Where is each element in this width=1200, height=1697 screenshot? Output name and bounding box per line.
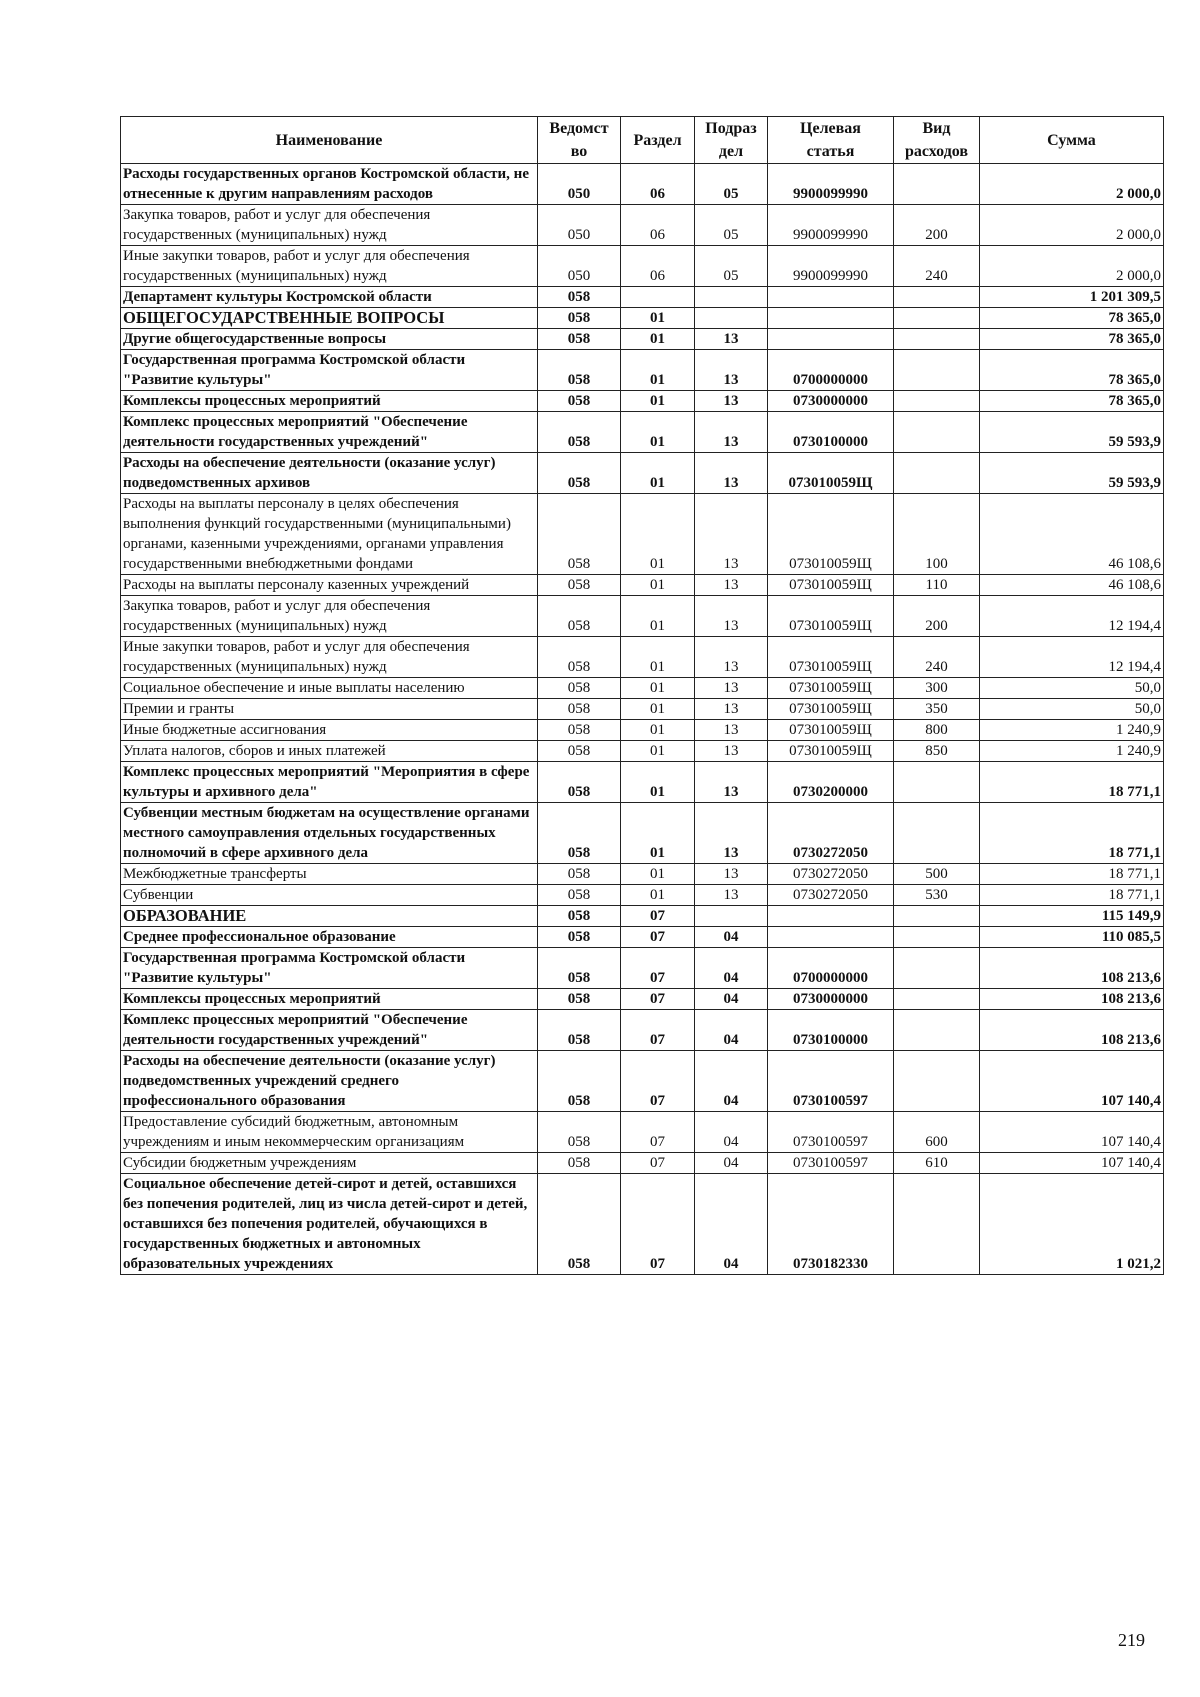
cell-target-article (768, 308, 894, 329)
table-row (121, 678, 1164, 699)
cell-section: 07 (621, 1051, 695, 1112)
cell-name: Расходы на выплаты персоналу казенных учреждений (121, 575, 538, 596)
cell-subsection (695, 287, 768, 308)
table-row (121, 329, 1164, 350)
cell-subsection: 13 (695, 412, 768, 453)
table-row (121, 391, 1164, 412)
cell-subsection: 13 (695, 637, 768, 678)
table-body (121, 164, 1164, 1275)
cell-section: 06 (621, 164, 695, 205)
cell-department: 058 (538, 1051, 621, 1112)
cell-section: 01 (621, 741, 695, 762)
cell-name: Иные бюджетные ассигнования (121, 720, 538, 741)
cell-section: 01 (621, 329, 695, 350)
cell-section: 01 (621, 864, 695, 885)
header-target-article: Целевая статья (768, 117, 894, 164)
cell-sum: 2 000,0 (980, 246, 1164, 287)
cell-subsection: 05 (695, 164, 768, 205)
table-row (121, 948, 1164, 989)
cell-name: Расходы на обеспечение деятельности (оказание услуг) подведомственных учреждений среднего профессионального образования (121, 1051, 538, 1112)
cell-sum: 78 365,0 (980, 329, 1164, 350)
cell-section: 01 (621, 678, 695, 699)
cell-sum: 18 771,1 (980, 803, 1164, 864)
cell-name: Закупка товаров, работ и услуг для обеспечения государственных (муниципальных) нужд (121, 205, 538, 246)
cell-subsection: 04 (695, 989, 768, 1010)
cell-department: 058 (538, 720, 621, 741)
cell-name: Расходы государственных органов Костромской области, не отнесенные к другим направлениям расходов (121, 164, 538, 205)
cell-name: Комплексы процессных мероприятий (121, 989, 538, 1010)
cell-name: Закупка товаров, работ и услуг для обеспечения государственных (муниципальных) нужд (121, 596, 538, 637)
cell-name: Иные закупки товаров, работ и услуг для обеспечения государственных (муниципальных) нужд (121, 246, 538, 287)
cell-expense-type (894, 927, 980, 948)
table-row (121, 1112, 1164, 1153)
cell-department: 058 (538, 803, 621, 864)
cell-sum: 18 771,1 (980, 864, 1164, 885)
cell-sum: 50,0 (980, 678, 1164, 699)
header-department: Ведомст во (538, 117, 621, 164)
budget-table-container (120, 116, 1163, 1275)
cell-section: 01 (621, 885, 695, 906)
cell-name: Социальное обеспечение и иные выплаты населению (121, 678, 538, 699)
cell-subsection: 04 (695, 1112, 768, 1153)
cell-section: 07 (621, 1010, 695, 1051)
cell-target-article: 9900099990 (768, 246, 894, 287)
table-row (121, 927, 1164, 948)
table-row (121, 720, 1164, 741)
cell-department: 050 (538, 164, 621, 205)
cell-sum: 1 021,2 (980, 1174, 1164, 1275)
table-row (121, 287, 1164, 308)
table-row (121, 350, 1164, 391)
cell-sum: 110 085,5 (980, 927, 1164, 948)
cell-subsection: 13 (695, 596, 768, 637)
cell-department: 058 (538, 637, 621, 678)
table-row (121, 906, 1164, 927)
cell-sum: 2 000,0 (980, 205, 1164, 246)
cell-subsection: 04 (695, 1153, 768, 1174)
cell-department: 058 (538, 1153, 621, 1174)
cell-target-article: 9900099990 (768, 164, 894, 205)
cell-name: Комплексы процессных мероприятий (121, 391, 538, 412)
cell-target-article (768, 906, 894, 927)
cell-expense-type (894, 1051, 980, 1112)
cell-subsection: 04 (695, 1174, 768, 1275)
cell-section: 06 (621, 205, 695, 246)
cell-section: 07 (621, 906, 695, 927)
cell-sum: 18 771,1 (980, 885, 1164, 906)
cell-expense-type (894, 453, 980, 494)
cell-sum: 1 240,9 (980, 720, 1164, 741)
cell-sum: 107 140,4 (980, 1051, 1164, 1112)
cell-expense-type (894, 308, 980, 329)
cell-name: Комплекс процессных мероприятий "Мероприятия в сфере культуры и архивного дела" (121, 762, 538, 803)
cell-expense-type: 800 (894, 720, 980, 741)
cell-department: 050 (538, 246, 621, 287)
cell-department: 058 (538, 762, 621, 803)
cell-subsection: 13 (695, 678, 768, 699)
cell-section: 01 (621, 762, 695, 803)
table-row (121, 1153, 1164, 1174)
cell-department: 058 (538, 391, 621, 412)
cell-sum: 107 140,4 (980, 1153, 1164, 1174)
cell-sum: 108 213,6 (980, 948, 1164, 989)
cell-target-article: 0730100597 (768, 1112, 894, 1153)
cell-name: Иные закупки товаров, работ и услуг для обеспечения государственных (муниципальных) нужд (121, 637, 538, 678)
table-row (121, 494, 1164, 575)
cell-department: 058 (538, 885, 621, 906)
cell-subsection: 04 (695, 927, 768, 948)
cell-name: Среднее профессиональное образование (121, 927, 538, 948)
cell-sum: 59 593,9 (980, 412, 1164, 453)
cell-section: 07 (621, 948, 695, 989)
cell-department: 058 (538, 453, 621, 494)
cell-section: 07 (621, 1174, 695, 1275)
cell-expense-type: 300 (894, 678, 980, 699)
cell-name: Межбюджетные трансферты (121, 864, 538, 885)
cell-name: Уплата налогов, сборов и иных платежей (121, 741, 538, 762)
cell-expense-type: 500 (894, 864, 980, 885)
cell-expense-type (894, 287, 980, 308)
cell-subsection: 13 (695, 350, 768, 391)
cell-target-article: 0700000000 (768, 948, 894, 989)
cell-department: 050 (538, 205, 621, 246)
cell-section: 07 (621, 1153, 695, 1174)
cell-subsection: 04 (695, 1051, 768, 1112)
cell-section: 01 (621, 596, 695, 637)
cell-subsection (695, 906, 768, 927)
cell-section: 01 (621, 720, 695, 741)
cell-sum: 115 149,9 (980, 906, 1164, 927)
cell-section: 01 (621, 391, 695, 412)
cell-sum: 107 140,4 (980, 1112, 1164, 1153)
table-row (121, 453, 1164, 494)
header-expense-type: Вид расходов (894, 117, 980, 164)
table-row (121, 803, 1164, 864)
cell-subsection: 13 (695, 720, 768, 741)
cell-section: 01 (621, 637, 695, 678)
cell-expense-type (894, 1174, 980, 1275)
cell-department: 058 (538, 699, 621, 720)
cell-subsection: 13 (695, 803, 768, 864)
header-name: Наименование (121, 117, 538, 164)
cell-subsection: 13 (695, 575, 768, 596)
cell-subsection: 13 (695, 699, 768, 720)
cell-target-article: 0730182330 (768, 1174, 894, 1275)
cell-expense-type: 850 (894, 741, 980, 762)
header-section: Раздел (621, 117, 695, 164)
cell-section: 01 (621, 453, 695, 494)
cell-target-article: 0730000000 (768, 391, 894, 412)
cell-expense-type: 240 (894, 637, 980, 678)
cell-name: Социальное обеспечение детей-сирот и детей, оставшихся без попечения родителей, лиц из числа детей-сирот и детей, оставшихся без попечения родителей, обучающихся в государственных бюджетных и автономных образовательных учреждениях (121, 1174, 538, 1275)
cell-department: 058 (538, 308, 621, 329)
cell-sum: 78 365,0 (980, 308, 1164, 329)
cell-department: 058 (538, 1010, 621, 1051)
cell-target-article: 073010059Щ (768, 699, 894, 720)
cell-subsection: 13 (695, 453, 768, 494)
cell-subsection: 13 (695, 494, 768, 575)
cell-expense-type: 200 (894, 596, 980, 637)
cell-sum: 59 593,9 (980, 453, 1164, 494)
cell-target-article: 0730272050 (768, 864, 894, 885)
cell-department: 058 (538, 989, 621, 1010)
table-row (121, 699, 1164, 720)
cell-target-article: 0730100000 (768, 1010, 894, 1051)
cell-subsection: 04 (695, 948, 768, 989)
cell-name: Государственная программа Костромской области "Развитие культуры" (121, 350, 538, 391)
cell-target-article: 073010059Щ (768, 575, 894, 596)
table-row (121, 1174, 1164, 1275)
cell-sum: 1 201 309,5 (980, 287, 1164, 308)
table-row (121, 205, 1164, 246)
cell-expense-type (894, 164, 980, 205)
cell-department: 058 (538, 906, 621, 927)
table-row (121, 989, 1164, 1010)
cell-expense-type (894, 412, 980, 453)
cell-expense-type: 610 (894, 1153, 980, 1174)
cell-section: 01 (621, 350, 695, 391)
cell-name: Расходы на обеспечение деятельности (оказание услуг) подведомственных архивов (121, 453, 538, 494)
table-row (121, 741, 1164, 762)
cell-section: 01 (621, 575, 695, 596)
cell-expense-type: 110 (894, 575, 980, 596)
cell-expense-type: 100 (894, 494, 980, 575)
cell-section: 01 (621, 308, 695, 329)
cell-department: 058 (538, 596, 621, 637)
cell-target-article: 0730272050 (768, 803, 894, 864)
cell-subsection: 05 (695, 205, 768, 246)
cell-department: 058 (538, 678, 621, 699)
cell-section: 01 (621, 803, 695, 864)
header-subsection: Подраз дел (695, 117, 768, 164)
cell-name: Предоставление субсидий бюджетным, автономным учреждениям и иным некоммерческим организациям (121, 1112, 538, 1153)
cell-expense-type (894, 906, 980, 927)
cell-subsection: 13 (695, 329, 768, 350)
cell-expense-type (894, 989, 980, 1010)
cell-name: Департамент культуры Костромской области (121, 287, 538, 308)
table-row (121, 864, 1164, 885)
table-row (121, 1051, 1164, 1112)
cell-subsection: 13 (695, 391, 768, 412)
cell-section: 06 (621, 246, 695, 287)
header-sum: Сумма (980, 117, 1164, 164)
table-header-row (121, 117, 1164, 164)
cell-name: Комплекс процессных мероприятий "Обеспечение деятельности государственных учреждений" (121, 1010, 538, 1051)
cell-name: Комплекс процессных мероприятий "Обеспечение деятельности государственных учреждений" (121, 412, 538, 453)
cell-name: ОБЩЕГОСУДАРСТВЕННЫЕ ВОПРОСЫ (121, 308, 538, 329)
cell-target-article: 0730100597 (768, 1153, 894, 1174)
table-row (121, 596, 1164, 637)
cell-department: 058 (538, 287, 621, 308)
cell-sum: 46 108,6 (980, 494, 1164, 575)
cell-subsection: 13 (695, 762, 768, 803)
cell-target-article: 073010059Щ (768, 720, 894, 741)
cell-expense-type (894, 1010, 980, 1051)
cell-expense-type (894, 391, 980, 412)
cell-target-article (768, 329, 894, 350)
cell-section: 01 (621, 412, 695, 453)
table-row (121, 637, 1164, 678)
table-row (121, 885, 1164, 906)
cell-sum: 12 194,4 (980, 596, 1164, 637)
cell-target-article: 0730100000 (768, 412, 894, 453)
cell-sum: 18 771,1 (980, 762, 1164, 803)
cell-name: ОБРАЗОВАНИЕ (121, 906, 538, 927)
cell-expense-type (894, 803, 980, 864)
cell-section (621, 287, 695, 308)
cell-expense-type: 350 (894, 699, 980, 720)
cell-target-article: 073010059Щ (768, 637, 894, 678)
cell-name: Субвенции местным бюджетам на осуществление органами местного самоуправления отдельных государственных полномочий в сфере архивного дела (121, 803, 538, 864)
cell-name: Субвенции (121, 885, 538, 906)
cell-subsection: 05 (695, 246, 768, 287)
cell-section: 01 (621, 699, 695, 720)
cell-section: 01 (621, 494, 695, 575)
cell-sum: 108 213,6 (980, 1010, 1164, 1051)
cell-expense-type: 530 (894, 885, 980, 906)
cell-target-article: 073010059Щ (768, 453, 894, 494)
table-row (121, 308, 1164, 329)
cell-target-article: 9900099990 (768, 205, 894, 246)
cell-subsection: 13 (695, 885, 768, 906)
cell-department: 058 (538, 741, 621, 762)
table-row (121, 575, 1164, 596)
cell-subsection: 04 (695, 1010, 768, 1051)
cell-department: 058 (538, 927, 621, 948)
cell-department: 058 (538, 350, 621, 391)
cell-department: 058 (538, 412, 621, 453)
table-row (121, 412, 1164, 453)
cell-name: Государственная программа Костромской области "Развитие культуры" (121, 948, 538, 989)
cell-expense-type: 200 (894, 205, 980, 246)
cell-sum: 50,0 (980, 699, 1164, 720)
cell-department: 058 (538, 329, 621, 350)
cell-department: 058 (538, 864, 621, 885)
cell-name: Расходы на выплаты персоналу в целях обеспечения выполнения функций государственными (муниципальными) органами, казенными учреждениями, органами управления государственными внебюджетными фондами (121, 494, 538, 575)
cell-section: 07 (621, 1112, 695, 1153)
table-row (121, 164, 1164, 205)
cell-sum: 78 365,0 (980, 391, 1164, 412)
table-row (121, 246, 1164, 287)
cell-name: Субсидии бюджетным учреждениям (121, 1153, 538, 1174)
cell-section: 07 (621, 989, 695, 1010)
cell-target-article (768, 287, 894, 308)
cell-department: 058 (538, 575, 621, 596)
cell-target-article: 073010059Щ (768, 678, 894, 699)
page-number: 219 (1118, 1630, 1145, 1650)
cell-sum: 108 213,6 (980, 989, 1164, 1010)
cell-sum: 78 365,0 (980, 350, 1164, 391)
table-row (121, 1010, 1164, 1051)
cell-expense-type (894, 762, 980, 803)
cell-department: 058 (538, 1174, 621, 1275)
cell-subsection: 13 (695, 864, 768, 885)
cell-subsection (695, 308, 768, 329)
cell-expense-type: 240 (894, 246, 980, 287)
cell-target-article: 0730272050 (768, 885, 894, 906)
cell-target-article (768, 927, 894, 948)
cell-department: 058 (538, 494, 621, 575)
cell-target-article: 073010059Щ (768, 494, 894, 575)
cell-sum: 2 000,0 (980, 164, 1164, 205)
cell-target-article: 0700000000 (768, 350, 894, 391)
cell-target-article: 0730100597 (768, 1051, 894, 1112)
cell-target-article: 073010059Щ (768, 741, 894, 762)
cell-sum: 46 108,6 (980, 575, 1164, 596)
cell-expense-type (894, 948, 980, 989)
cell-expense-type (894, 350, 980, 391)
cell-target-article: 0730000000 (768, 989, 894, 1010)
cell-sum: 12 194,4 (980, 637, 1164, 678)
cell-expense-type (894, 329, 980, 350)
cell-name: Другие общегосударственные вопросы (121, 329, 538, 350)
cell-department: 058 (538, 1112, 621, 1153)
cell-department: 058 (538, 948, 621, 989)
budget-table (120, 116, 1164, 1275)
table-row (121, 762, 1164, 803)
cell-expense-type: 600 (894, 1112, 980, 1153)
cell-name: Премии и гранты (121, 699, 538, 720)
cell-target-article: 0730200000 (768, 762, 894, 803)
cell-target-article: 073010059Щ (768, 596, 894, 637)
cell-subsection: 13 (695, 741, 768, 762)
cell-sum: 1 240,9 (980, 741, 1164, 762)
cell-section: 07 (621, 927, 695, 948)
